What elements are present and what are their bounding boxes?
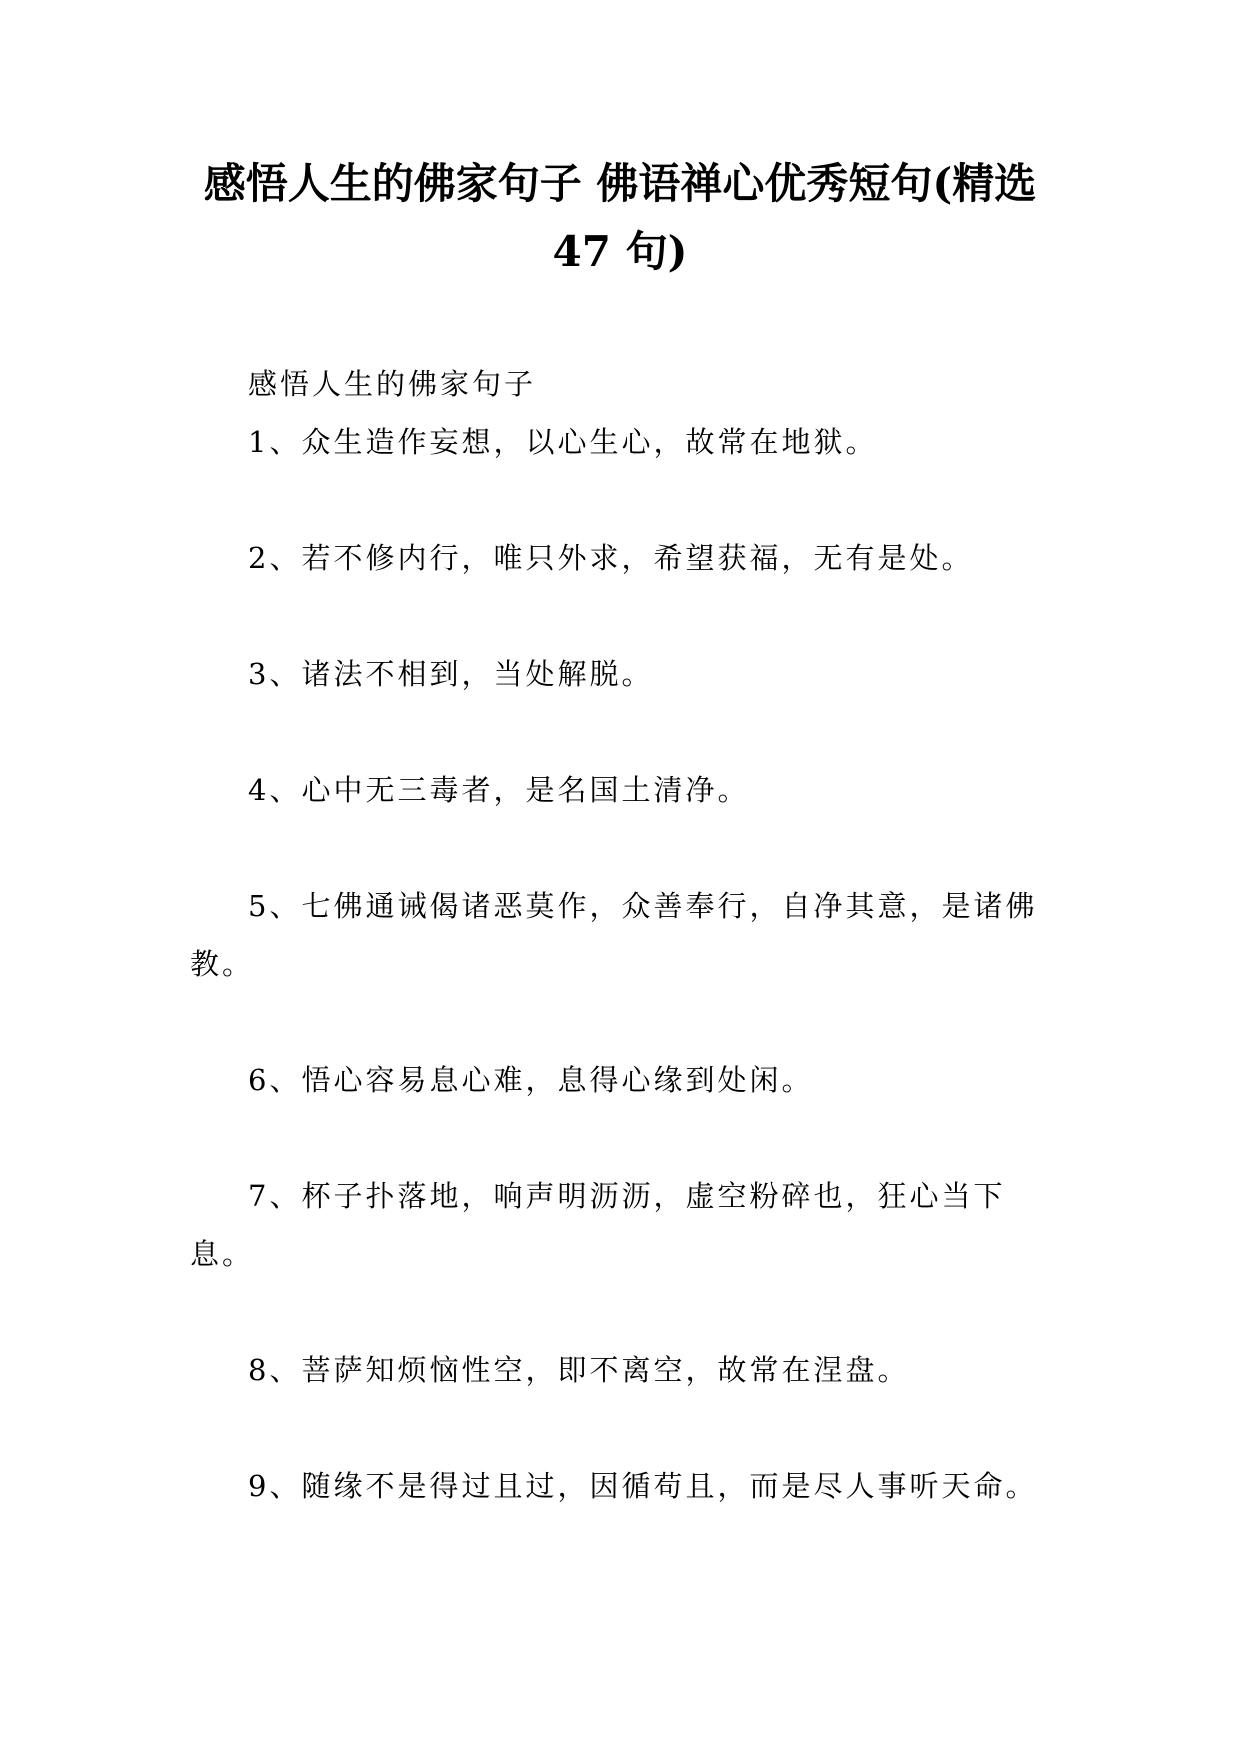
paragraph-gap <box>190 471 1050 529</box>
page-title: 感悟人生的佛家句子 佛语禅心优秀短句(精选 47 句) <box>203 159 1037 276</box>
paragraph-gap <box>190 1109 1050 1167</box>
paragraph-gap <box>190 993 1050 1051</box>
document-body <box>190 355 1050 1515</box>
list-item: 2、若不修内行，唯只外求，希望获福，无有是处。 <box>248 541 974 575</box>
list-item: 7、杯子扑落地，响声明沥沥，虚空粉碎也，狂心当下息。 <box>190 1179 1006 1271</box>
paragraph-gap <box>190 587 1050 645</box>
list-item: 6、悟心容易息心难，息得心缘到处闲。 <box>248 1063 814 1097</box>
paragraph-gap <box>190 1399 1050 1457</box>
paragraph-gap <box>190 819 1050 877</box>
list-item: 5、七佛通诫偈诸恶莫作，众善奉行，自净其意，是诸佛教。 <box>190 889 1038 981</box>
list-item: 4、心中无三毒者，是名国土清净。 <box>248 773 750 807</box>
paragraph-gap <box>190 703 1050 761</box>
list-item: 9、随缘不是得过且过，因循苟且，而是尽人事听天命。 <box>248 1469 1038 1503</box>
list-item: 8、菩萨知烦恼性空，即不离空，故常在涅盘。 <box>248 1353 910 1387</box>
list-item: 1、众生造作妄想，以心生心，故常在地狱。 <box>248 425 878 459</box>
section-heading: 感悟人生的佛家句子 <box>248 367 537 401</box>
paragraph-gap <box>190 1283 1050 1341</box>
list-item: 3、诸法不相到，当处解脱。 <box>248 657 654 691</box>
